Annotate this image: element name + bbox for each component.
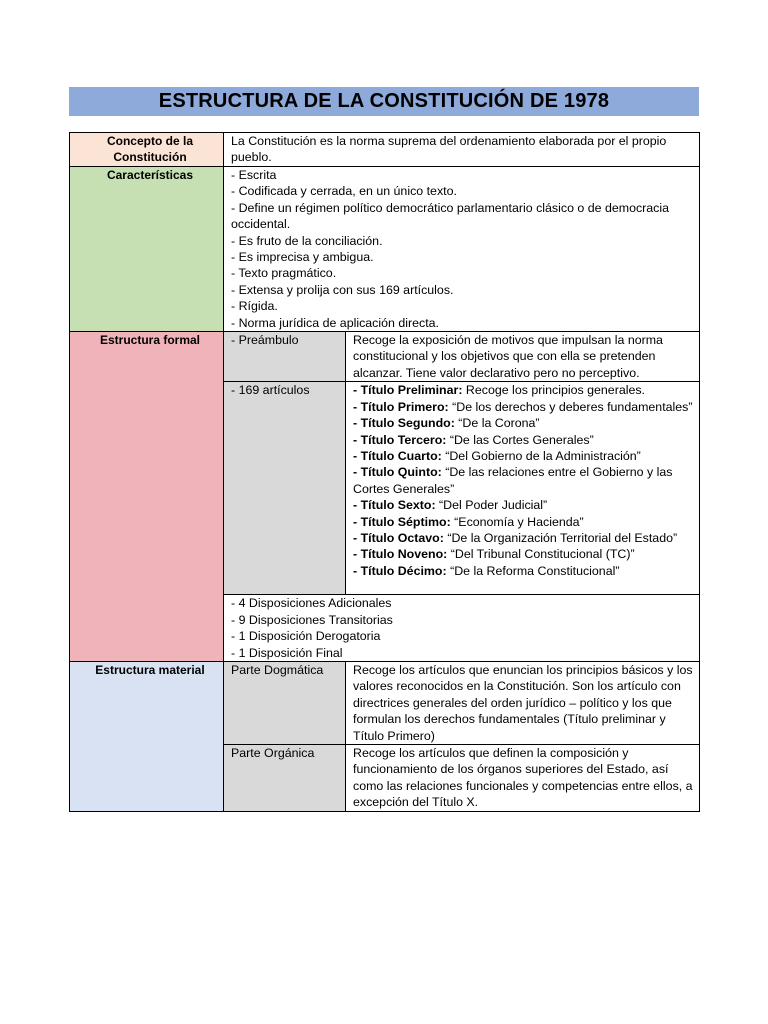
list-item: - 4 Disposiciones Adicionales <box>231 596 392 611</box>
concepto-label: Concepto de la Constitución <box>70 133 224 167</box>
list-item <box>353 415 699 431</box>
list-item: - Texto pragmático. <box>231 266 337 281</box>
dogmatica-label: Parte Dogmática <box>224 661 346 744</box>
row-caracteristicas <box>70 167 700 332</box>
titulo-name: - Título Décimo: <box>353 563 447 578</box>
list-item <box>353 514 699 530</box>
titulo-name: - Título Séptimo: <box>353 514 451 529</box>
list-item <box>353 382 699 398</box>
list-item: - Rígida. <box>231 299 278 314</box>
titulo-text: Recoge los principios generales. <box>462 383 645 398</box>
caracteristicas-list <box>224 167 700 332</box>
preambulo-text: Recoge la exposición de motivos que impulsan la norma constitucional y los objetivos que con ella se pretenden alcanzar. Tiene valor declarativo pero no perceptivo. <box>346 332 700 382</box>
list-item: - Es fruto de la conciliación. <box>231 233 383 248</box>
list-item <box>353 546 699 562</box>
titulo-text: “De la Corona” <box>454 416 540 431</box>
estructura-formal-label: Estructura formal <box>70 332 224 662</box>
list-item <box>353 464 699 497</box>
list-item <box>353 448 699 464</box>
articulos-label: - 169 artículos <box>224 382 346 595</box>
list-item: - Norma jurídica de aplicación directa. <box>231 315 439 330</box>
list-item <box>353 497 699 513</box>
organica-text: Recoge los artículos que definen la composición y funcionamiento de los órganos superiores del Estado, así como las relaciones funcionales y competencias entre ellos, a excepción del Título X. <box>346 744 700 811</box>
list-item: - Escrita <box>231 168 277 182</box>
titulo-name: - Título Quinto: <box>353 465 442 480</box>
list-item <box>353 530 699 546</box>
list-item <box>353 563 699 579</box>
titulo-name: - Título Octavo: <box>353 530 444 545</box>
preambulo-label: - Preámbulo <box>224 332 346 382</box>
concepto-text: La Constitución es la norma suprema del ordenamiento elaborada por el propio pueblo. <box>224 133 700 167</box>
dogmatica-text: Recoge los artículos que enuncian los principios básicos y los valores reconocidos en la Constitución. Son los artículo con directrices generales del orden jurídico – político y los que formulan los derechos fundamentales (Título preliminar y Título Primero) <box>346 661 700 744</box>
page-title: ESTRUCTURA DE LA CONSTITUCIÓN DE 1978 <box>69 87 699 116</box>
estructura-material-label: Estructura material <box>70 661 224 811</box>
titulo-name: - Título Preliminar: <box>353 383 463 398</box>
titulo-text: “De los derechos y deberes fundamentales” <box>448 399 693 414</box>
titulo-name: - Título Sexto: <box>353 498 436 513</box>
row-dogmatica <box>70 661 700 744</box>
titulo-text: “Economía y Hacienda” <box>450 514 584 529</box>
list-item: - 1 Disposición Derogatoria <box>231 629 381 644</box>
list-item: - Extensa y prolija con sus 169 artículos. <box>231 282 454 297</box>
list-item: - Codificada y cerrada, en un único texto. <box>231 184 457 199</box>
titulo-text: “Del Poder Judicial” <box>435 498 548 513</box>
row-concepto <box>70 133 700 167</box>
titulo-name: - Título Noveno: <box>353 547 448 562</box>
list-item: - Define un régimen político democrático parlamentario clásico o de democracia occidental. <box>231 200 670 232</box>
list-item: - 9 Disposiciones Transitorias <box>231 612 393 627</box>
list-item <box>353 432 699 448</box>
titulos-list <box>346 382 700 595</box>
row-preambulo <box>70 332 700 382</box>
list-item: - 1 Disposición Final <box>231 645 343 660</box>
titulo-name: - Título Primero: <box>353 399 449 414</box>
titulo-text: “De la Organización Territorial del Estado” <box>443 530 678 545</box>
titulo-text: “De las Cortes Generales” <box>446 432 594 447</box>
list-item <box>353 399 699 415</box>
titulo-name: - Título Cuarto: <box>353 448 442 463</box>
caracteristicas-label: Características <box>70 167 224 332</box>
titulo-text: “De las relaciones entre el Gobierno y las Cortes Generales” <box>353 465 673 496</box>
titulo-name: - Título Tercero: <box>353 432 447 447</box>
titulo-text: “Del Gobierno de la Administración” <box>441 448 641 463</box>
list-item: - Es imprecisa y ambigua. <box>231 250 374 265</box>
titulo-name: - Título Segundo: <box>353 416 455 431</box>
organica-label: Parte Orgánica <box>224 744 346 811</box>
titulo-text: “Del Tribunal Constitucional (TC)” <box>447 547 635 562</box>
disposiciones-list <box>224 595 700 662</box>
titulo-text: “De la Reforma Constitucional” <box>446 563 620 578</box>
constitution-table <box>69 132 700 812</box>
